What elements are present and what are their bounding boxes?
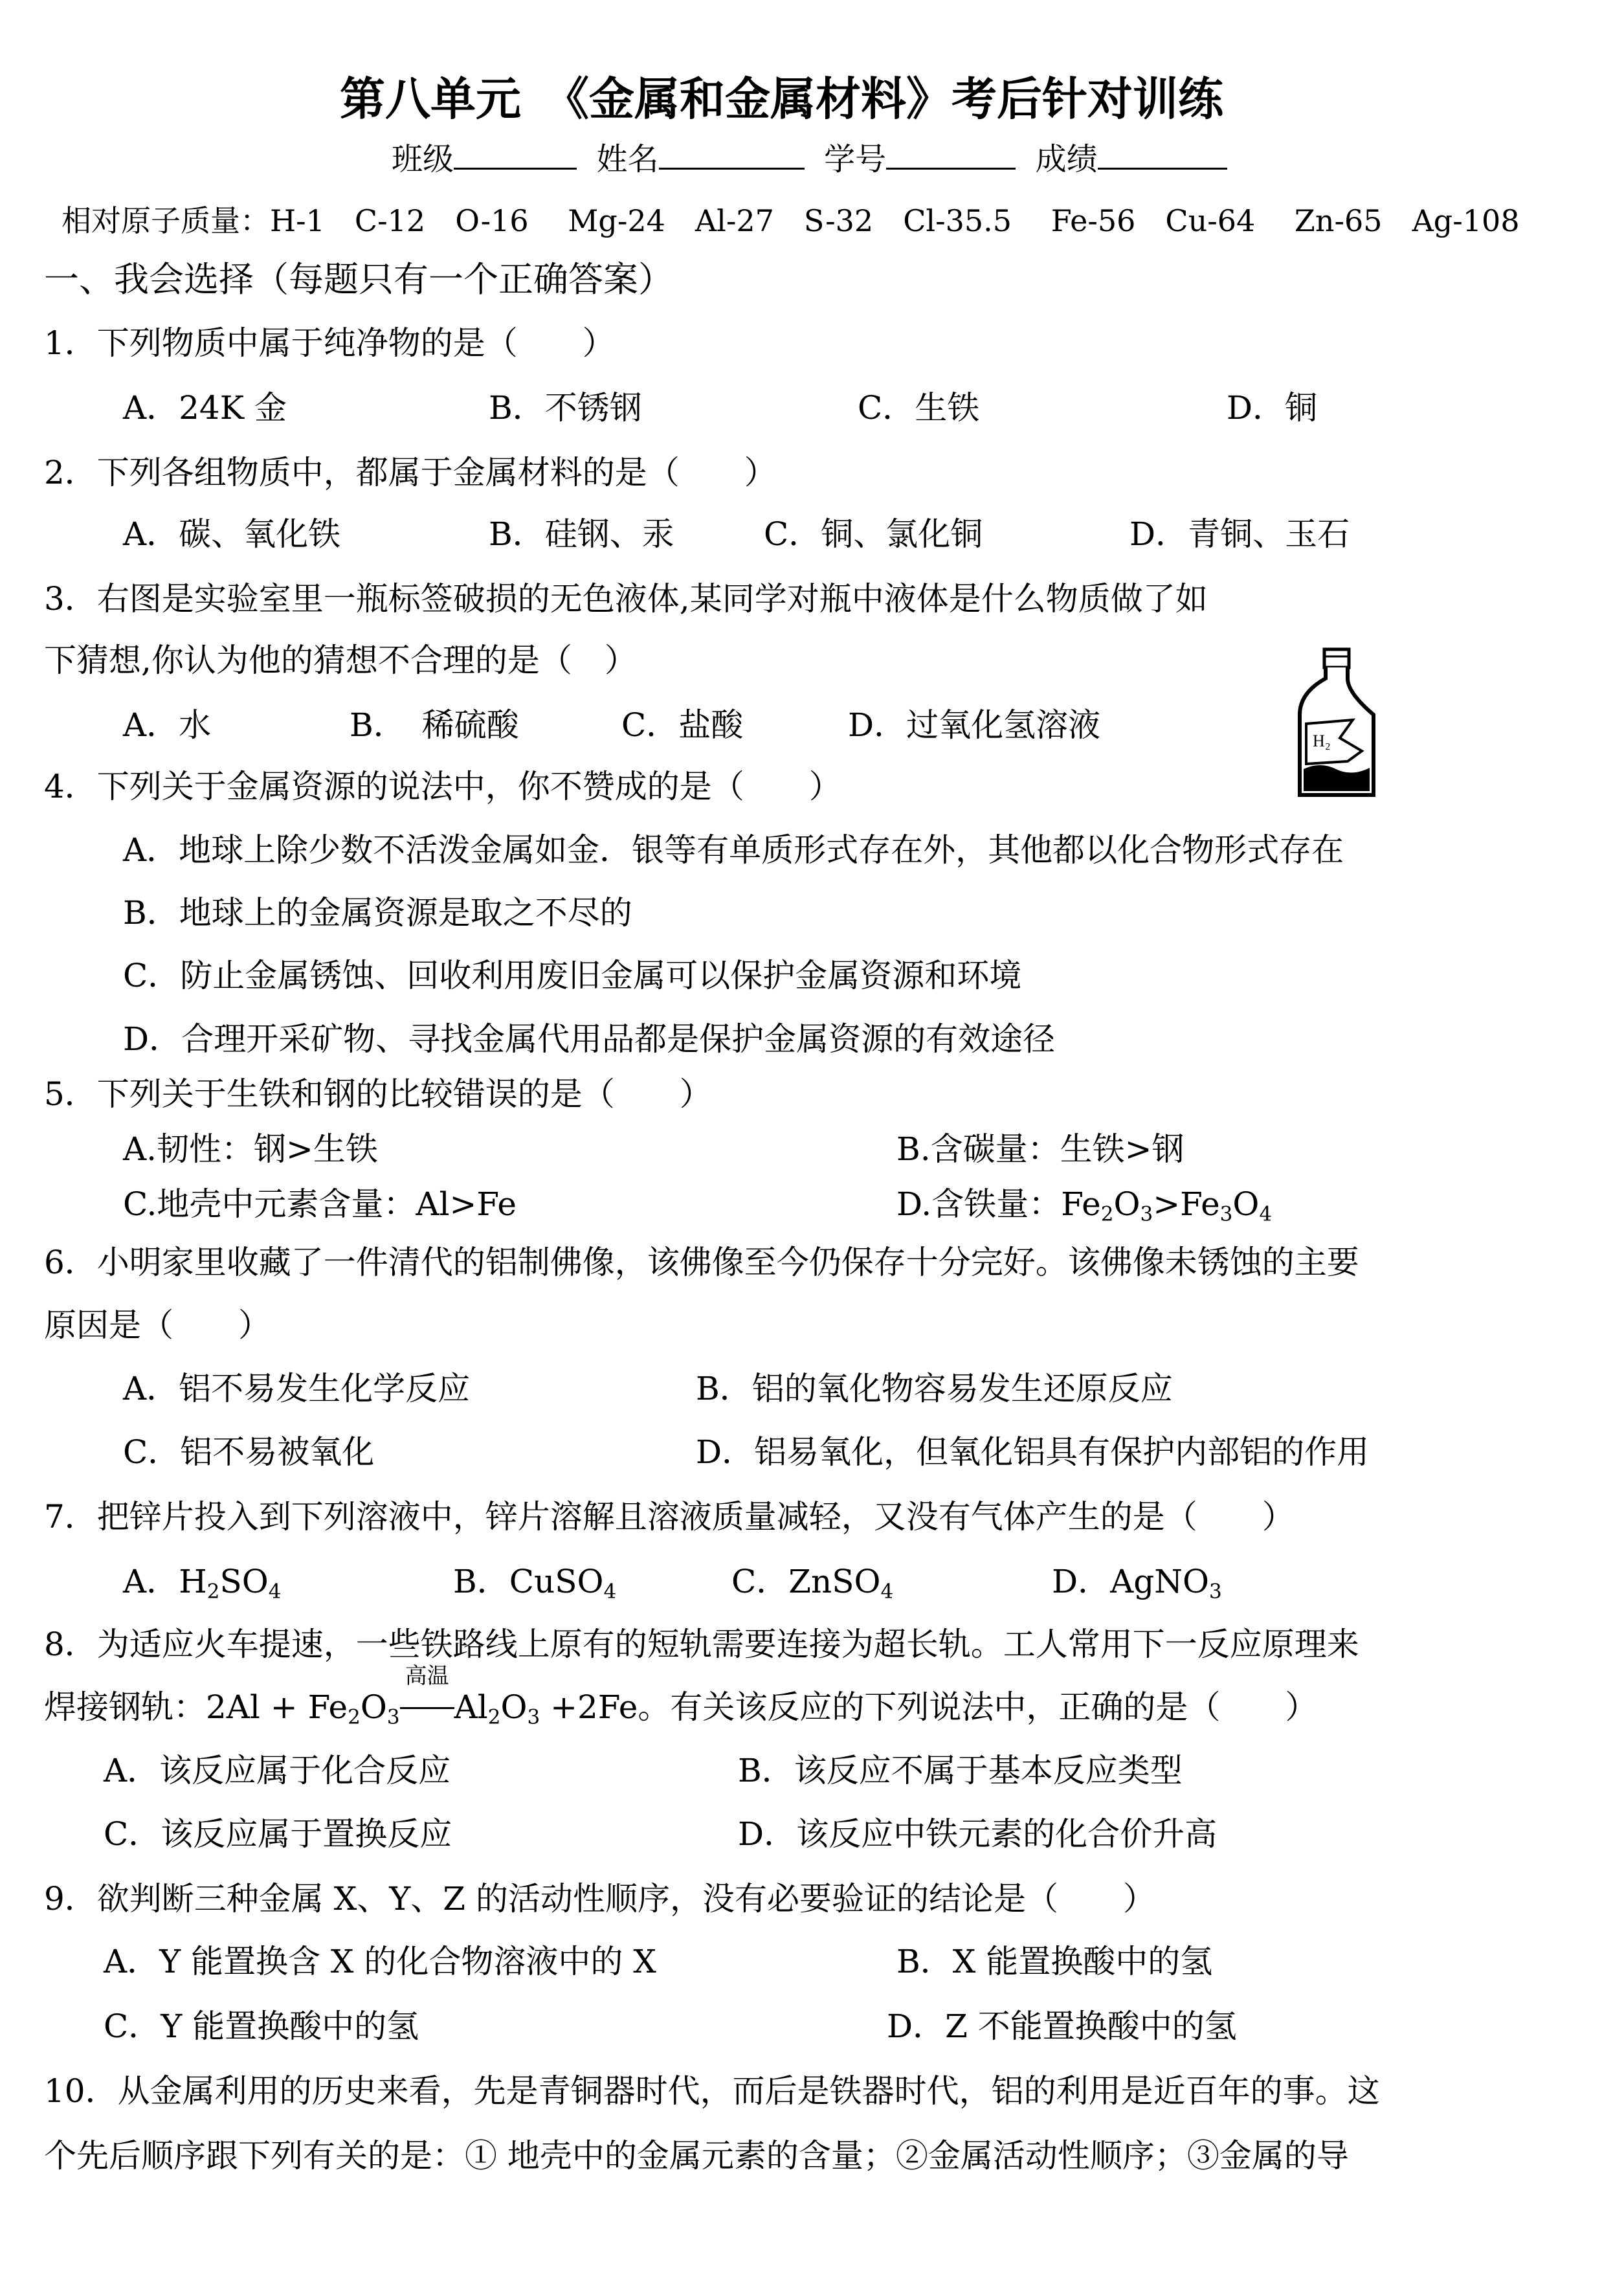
bottle-label: H₂ [1313, 732, 1331, 750]
question-3-option-a[interactable]: A．水 [123, 706, 212, 744]
question-8-stem-line-1: 8．为适应火车提速，一些铁路线上原有的短轨需要连接为超长轨。工人常用下一反应原理来 [44, 1626, 1359, 1663]
subscript: 2 [1100, 1202, 1114, 1226]
question-6-option-d[interactable]: D．铝易氧化，但氧化铝具有保护内部铝的作用 [696, 1433, 1370, 1471]
subscript: 4 [268, 1580, 282, 1604]
equation-text: O [500, 1688, 528, 1726]
question-8-option-c[interactable]: C．该反应属于置换反应 [104, 1815, 452, 1853]
subscript: 4 [603, 1580, 617, 1604]
question-1-option-d[interactable]: D．铜 [1227, 389, 1318, 427]
question-7-option-d[interactable] [1052, 1563, 1222, 1604]
subscript: 3 [527, 1705, 540, 1729]
name-label: 姓名 [596, 141, 659, 177]
question-2-option-d[interactable]: D．青铜、玉石 [1129, 515, 1350, 553]
subscript: 3 [1208, 1580, 1222, 1604]
score-label: 成绩 [1035, 141, 1098, 177]
question-3-option-b[interactable]: B． 稀硫酸 [350, 706, 519, 744]
section-heading: 一、我会选择（每题只有一个正确答案） [44, 259, 673, 300]
question-6-option-c[interactable]: C．铝不易被氧化 [123, 1433, 375, 1471]
reaction-arrow [400, 1707, 454, 1709]
student-id-label: 学号 [824, 141, 887, 177]
equation-text: +2Fe。有关该反应的下列说法中，正确的是（ ） [540, 1688, 1318, 1726]
question-9-option-b[interactable]: B．X 能置换酸中的氢 [896, 1943, 1213, 1980]
equation-text: 焊接钢轨：2Al + Fe [44, 1688, 348, 1726]
question-1-stem: 1．下列物质中属于纯净物的是（ ） [44, 324, 615, 362]
question-3-stem-line-2: 下猜想,你认为他的猜想不合理的是（ ） [44, 642, 637, 679]
question-5-stem: 5．下列关于生铁和钢的比较错误的是（ ） [44, 1075, 712, 1113]
subscript: 3 [386, 1705, 400, 1729]
question-2-option-a[interactable]: A．碳、氧化铁 [123, 515, 341, 553]
student-id-field[interactable] [886, 167, 1016, 170]
question-3-option-d[interactable]: D．过氧化氢溶液 [848, 706, 1101, 744]
question-4-stem: 4．下列关于金属资源的说法中，你不赞成的是（ ） [44, 768, 841, 805]
question-6-stem-line-1: 6．小明家里收藏了一件清代的铝制佛像，该佛像至今仍保存十分完好。该佛像未锈蚀的主要 [44, 1244, 1359, 1281]
score-field[interactable] [1098, 167, 1227, 170]
question-7-option-c[interactable] [731, 1563, 894, 1604]
question-2-option-c[interactable]: C．铜、氯化铜 [764, 515, 983, 553]
equation-text: O [360, 1688, 387, 1726]
question-5-option-a[interactable]: A.韧性：钢>生铁 [123, 1130, 378, 1168]
question-9-stem: 9．欲判断三种金属 X、Y、Z 的活动性顺序，没有必要验证的结论是（ ） [44, 1880, 1155, 1918]
class-label: 班级 [392, 141, 454, 177]
question-7-option-b[interactable] [453, 1563, 617, 1604]
question-5-option-b[interactable]: B.含碳量：生铁>钢 [896, 1130, 1185, 1168]
question-2-option-b[interactable]: B．硅钢、汞 [489, 515, 674, 553]
question-8-option-d[interactable]: D．该反应中铁元素的化合价升高 [738, 1815, 1218, 1853]
question-4-option-d[interactable]: D．合理开采矿物、寻找金属代用品都是保护金属资源的有效途径 [123, 1020, 1056, 1058]
question-3-stem-line-1: 3．右图是实验室里一瓶标签破损的无色液体,某同学对瓶中液体是什么物质做了如 [44, 580, 1208, 618]
page-title: 第八单元 《金属和金属材料》考后针对训练 [340, 72, 1223, 126]
subscript: 2 [348, 1705, 361, 1729]
question-1-option-a[interactable]: A．24K 金 [123, 389, 287, 427]
name-field[interactable] [659, 167, 805, 170]
question-4-option-a[interactable]: A．地球上除少数不活泼金属如金．银等有单质形式存在外，其他都以化合物形式存在 [123, 831, 1344, 869]
reagent-bottle-figure [1295, 647, 1379, 800]
question-6-stem-line-2: 原因是（ ） [44, 1306, 271, 1344]
formula-text: D.含铁量：Fe [896, 1185, 1101, 1223]
question-2-stem: 2．下列各组物质中，都属于金属材料的是（ ） [44, 454, 777, 491]
formula-text: C．ZnSO [731, 1563, 881, 1600]
subscript: 2 [206, 1580, 220, 1604]
question-4-option-b[interactable]: B．地球上的金属资源是取之不尽的 [123, 894, 632, 932]
reagent-bottle-icon [1295, 647, 1379, 800]
formula-text: B．CuSO [453, 1563, 604, 1600]
formula-text: A．H [123, 1563, 207, 1600]
question-10-stem-line-2: 个先后顺序跟下列有关的是：① 地壳中的金属元素的含量；②金属活动性顺序；③金属的导 [44, 2137, 1349, 2175]
question-7-option-a[interactable] [123, 1563, 282, 1604]
reaction-condition [400, 1663, 454, 1723]
reaction-condition-text: 高温 [405, 1663, 449, 1689]
subscript: 4 [880, 1580, 894, 1604]
formula-text: O [1113, 1185, 1140, 1223]
formula-text: O [1232, 1185, 1260, 1223]
formula-text: >Fe [1153, 1185, 1220, 1223]
question-8-option-a[interactable]: A．该反应属于化合反应 [104, 1752, 451, 1789]
student-info-line [392, 141, 1227, 177]
question-1-option-c[interactable]: C．生铁 [858, 389, 980, 427]
atomic-mass-line: 相对原子质量：H-1 C-12 O-16 Mg-24 Al-27 S-32 Cl-35.5 Fe-56 Cu-64 Zn-65 Ag-108 [61, 203, 1520, 238]
question-9-option-a[interactable]: A．Y 能置换含 X 的化合物溶液中的 X [104, 1943, 656, 1980]
question-5-option-d[interactable] [896, 1185, 1273, 1226]
formula-text: SO [219, 1563, 269, 1600]
question-6-option-b[interactable]: B．铝的氧化物容易发生还原反应 [696, 1370, 1173, 1407]
class-field[interactable] [454, 167, 577, 170]
subscript: 3 [1219, 1202, 1233, 1226]
question-7-stem: 7．把锌片投入到下列溶液中，锌片溶解且溶液质量减轻，又没有气体产生的是（ ） [44, 1498, 1295, 1536]
question-9-option-c[interactable]: C．Y 能置换酸中的氢 [104, 2008, 419, 2045]
formula-text: D．AgNO [1052, 1563, 1209, 1600]
question-4-option-c[interactable]: C．防止金属锈蚀、回收利用废旧金属可以保护金属资源和环境 [123, 957, 1022, 994]
question-8-stem-line-2 [44, 1663, 1318, 1729]
question-9-option-d[interactable]: D．Z 不能置换酸中的氢 [887, 2008, 1237, 2045]
question-5-option-c[interactable]: C.地壳中元素含量：Al>Fe [123, 1185, 517, 1223]
question-10-stem-line-1: 10．从金属利用的历史来看，先是青铜器时代，而后是铁器时代，铝的利用是近百年的事。这 [44, 2072, 1380, 2110]
question-8-option-b[interactable]: B．该反应不属于基本反应类型 [738, 1752, 1183, 1789]
equation-text: Al [454, 1688, 488, 1726]
subscript: 4 [1259, 1202, 1273, 1226]
subscript: 3 [1140, 1202, 1153, 1226]
question-3-option-c[interactable]: C．盐酸 [621, 706, 744, 744]
question-1-option-b[interactable]: B．不锈钢 [489, 389, 642, 427]
subscript: 2 [487, 1705, 501, 1729]
question-6-option-a[interactable]: A．铝不易发生化学反应 [123, 1370, 471, 1407]
